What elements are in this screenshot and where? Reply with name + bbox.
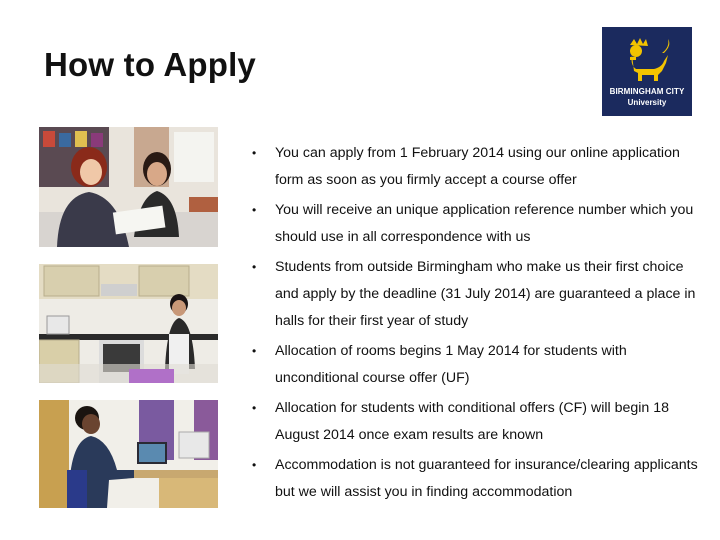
photo-student-kitchen xyxy=(39,264,218,383)
logo-line-2: University xyxy=(627,98,667,107)
photo-students-bedroom xyxy=(39,127,218,247)
bullet-text: Allocation for students with conditional offers (CF) will begin 18 August 2014 once exam results are known xyxy=(275,400,670,443)
list-item xyxy=(252,254,707,335)
bullet-text: You will receive an unique application reference number which you should use in all correspondence with us xyxy=(275,202,694,245)
bullet-text: Accommodation is not guaranteed for insurance/clearing applicants but we will assist you in finding accommodation xyxy=(275,457,698,500)
bullet-glyph: • xyxy=(252,203,257,217)
bullet-glyph: • xyxy=(252,458,257,472)
lion-icon xyxy=(622,35,674,85)
list-item xyxy=(252,395,707,449)
bullet-glyph: • xyxy=(252,401,257,415)
list-item xyxy=(252,197,707,251)
university-logo xyxy=(602,27,692,116)
list-item xyxy=(252,338,707,392)
bullet-list xyxy=(252,140,707,509)
bullet-text: Allocation of rooms begins 1 May 2014 for students with unconditional course offer (UF) xyxy=(275,343,627,386)
list-item xyxy=(252,140,707,194)
bullet-glyph: • xyxy=(252,344,257,358)
bullet-glyph: • xyxy=(252,146,257,160)
logo-line-1: BIRMINGHAM CITY xyxy=(609,87,685,96)
bullet-glyph: • xyxy=(252,260,257,274)
page-title: How to Apply xyxy=(44,46,256,83)
bullet-text: Students from outside Birmingham who make us their first choice and apply by the deadline (31 July 2014) are guaranteed a place in halls for their first year of study xyxy=(275,259,696,329)
list-item xyxy=(252,452,707,506)
photo-student-desk xyxy=(39,400,218,508)
bullet-text: You can apply from 1 February 2014 using our online application form as soon as you firmly accept a course offer xyxy=(275,145,680,188)
